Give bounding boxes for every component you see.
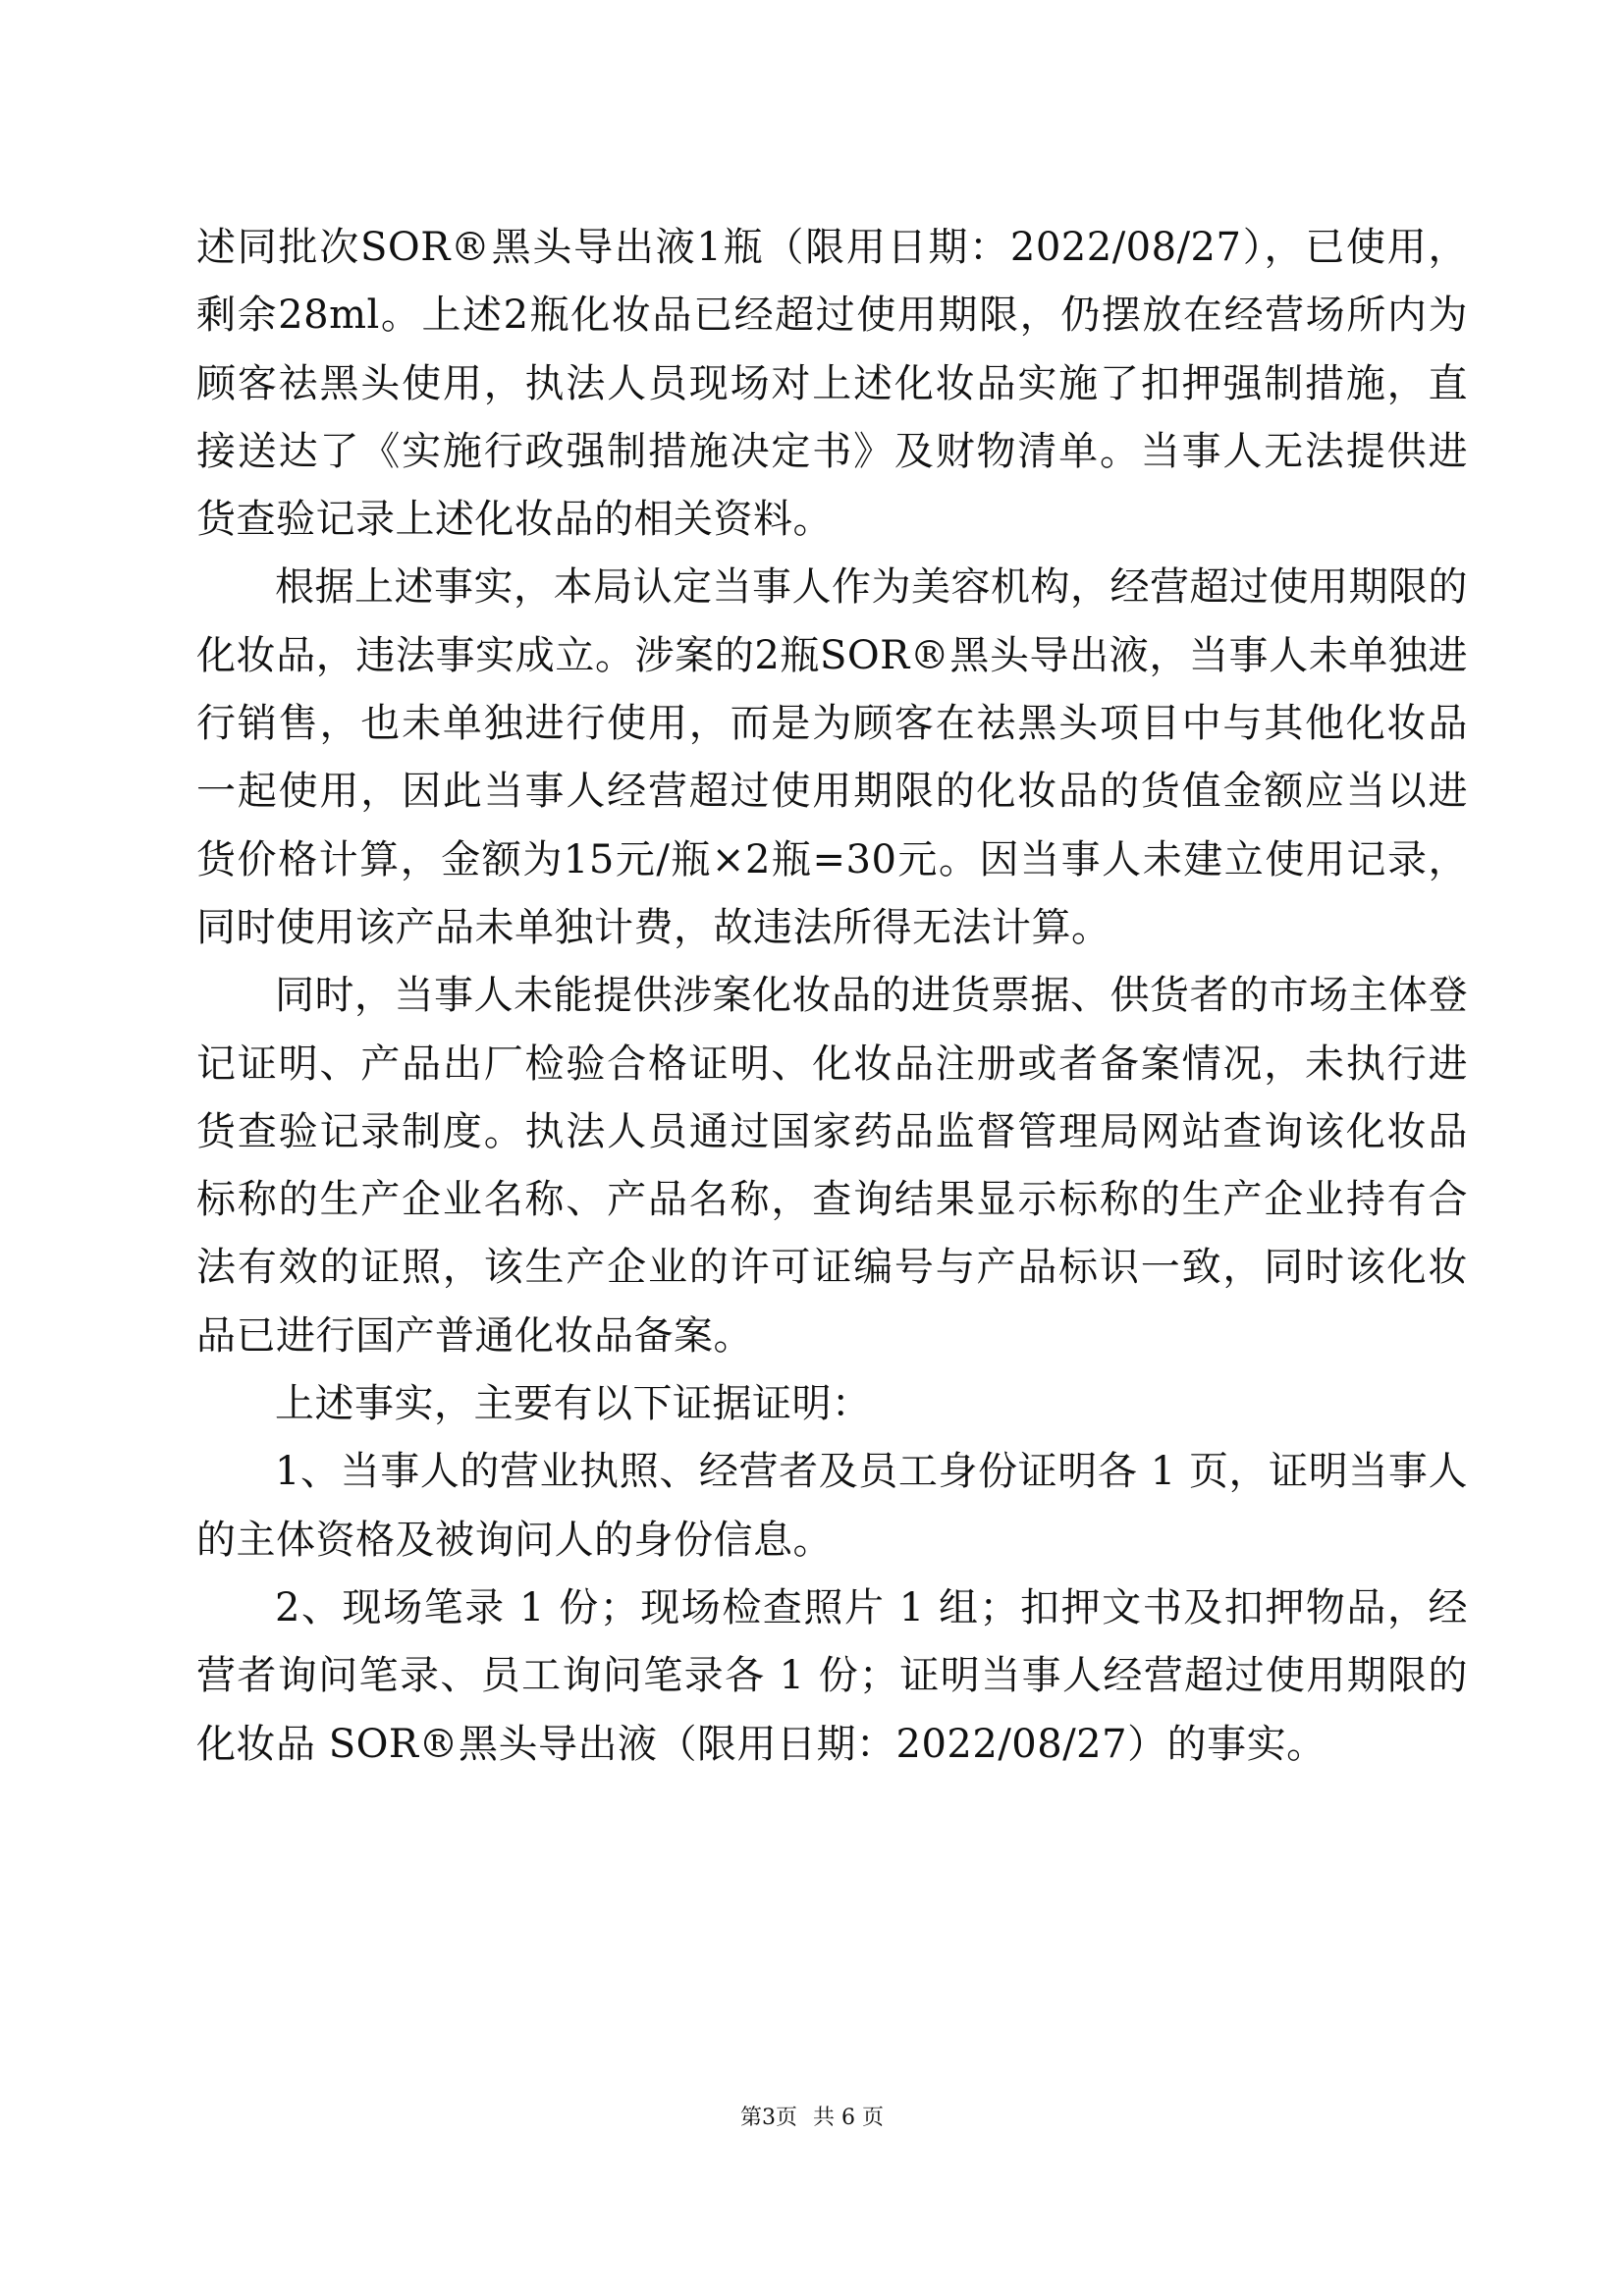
page-footer: [0, 2101, 1624, 2131]
page-number: 第3页: [740, 2106, 797, 2130]
paragraph-inspection-records: 同时，当事人未能提供涉案化妆品的进货票据、供货者的市场主体登记证明、产品出厂检验合格证明、化妆品注册或者备案情况，未执行进货查验记录制度。执法人员通过国家药品监督管理局网站查询该化妆品标称的生产企业名称、产品名称，查询结果显示标称的生产企业持有合法有效的证照，该生产企业的许可证编号与产品标识一致，同时该化妆品已进行国产普通化妆品备案。: [196, 973, 1468, 1359]
paragraph-evidence-2: 2、现场笔录 1 份；现场检查照片 1 组；扣押文书及扣押物品，经营者询问笔录、员工询问笔录各 1 份；证明当事人经营超过使用期限的化妆品 SOR®黑头导出液（限用日期：2022/08/27）的事实。: [196, 1584, 1468, 1767]
document-body: [196, 214, 1468, 1779]
paragraph-seized-items: 述同批次SOR®黑头导出液1瓶（限用日期：2022/08/27），已使用，剩余28ml。上述2瓶化妆品已经超过使用期限，仍摆放在经营场所内为顾客祛黑头使用，执法人员现场对上述化妆品实施了扣押强制措施，直接送达了《实施行政强制措施决定书》及财物清单。当事人无法提供进货查验记录上述化妆品的相关资料。: [196, 225, 1468, 543]
paragraph-evidence-intro: 上述事实，主要有以下证据证明：: [275, 1381, 872, 1427]
paragraph-evidence-1: 1、当事人的营业执照、经营者及员工身份证明各 1 页，证明当事人的主体资格及被询问人的身份信息。: [196, 1449, 1468, 1563]
paragraph-determination: 根据上述事实，本局认定当事人作为美容机构，经营超过使用期限的化妆品，违法事实成立。涉案的2瓶SOR®黑头导出液，当事人未单独进行销售，也未单独进行使用，而是为顾客在祛黑头项目中与其他化妆品一起使用，因此当事人经营超过使用期限的化妆品的货值金额应当以进货价格计算，金额为15元/瓶×2瓶=30元。因当事人未建立使用记录，同时使用该产品未单独计费，故违法所得无法计算。: [196, 564, 1468, 950]
page-total: 共 6 页: [813, 2106, 884, 2130]
